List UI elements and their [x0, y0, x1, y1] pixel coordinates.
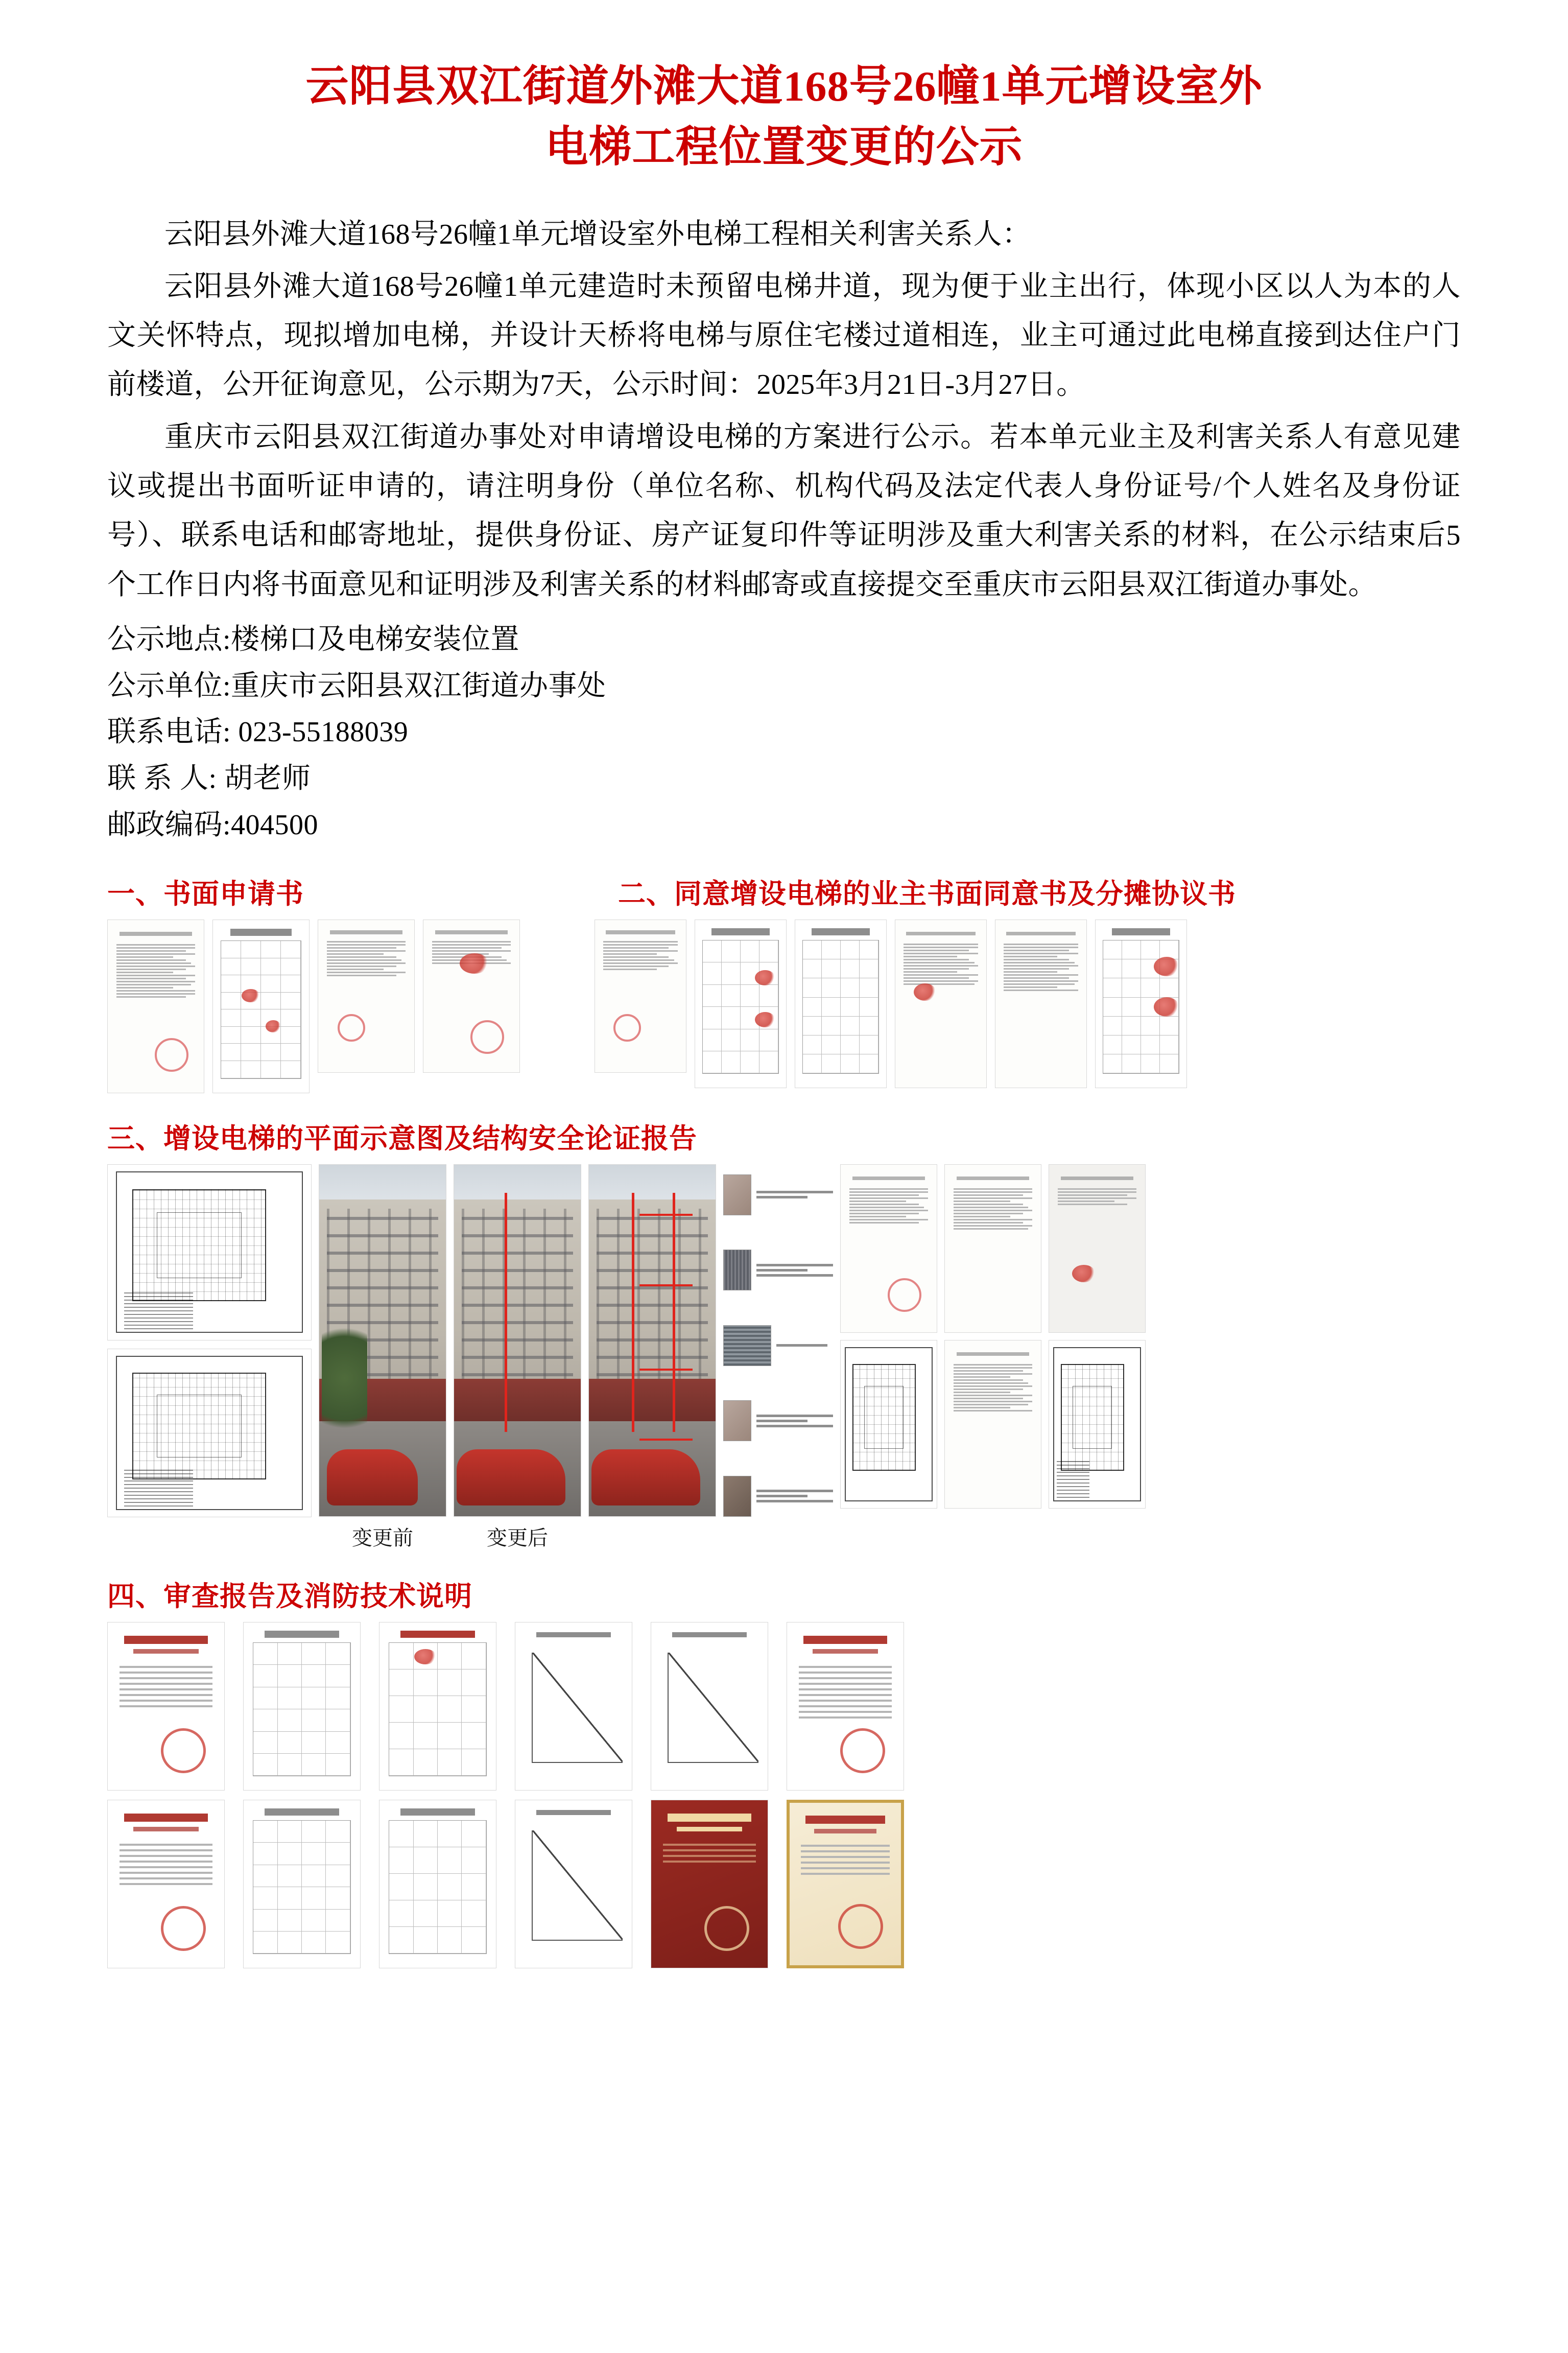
scan-title-bar	[400, 1808, 475, 1816]
notice-location: 公示地点:楼梯口及电梯安装位置	[107, 624, 520, 656]
scan-text-lines	[954, 1364, 1032, 1485]
material-swatch-item[interactable]	[723, 1476, 833, 1517]
certificate-subtitle	[133, 1649, 199, 1654]
page-title	[107, 0, 1461, 178]
material-sample-icon	[723, 1250, 751, 1290]
review-report-page-1[interactable]	[107, 1622, 225, 1791]
certificate-title	[124, 1814, 208, 1822]
review-report-page-4[interactable]	[515, 1622, 632, 1791]
red-seal-icon	[161, 1728, 206, 1773]
floor-plan-stack	[107, 1164, 312, 1517]
certificate-title	[805, 1816, 886, 1824]
scan-title-bar	[400, 1631, 475, 1638]
business-license-red[interactable]	[651, 1800, 768, 1968]
material-sample-icon	[723, 1174, 751, 1215]
structural-report-grid	[840, 1164, 1146, 1509]
owner-consent-page-3[interactable]	[795, 920, 887, 1088]
section-1-2-gallery	[107, 920, 1461, 1093]
structural-report-page-2[interactable]	[944, 1164, 1041, 1333]
caption-before: 变更前	[352, 1526, 413, 1549]
scan-text-lines	[327, 941, 406, 1051]
drawing-hatch	[132, 1373, 267, 1480]
photo-before-wrap	[319, 1164, 446, 1551]
scan-table-grid	[253, 1820, 351, 1954]
scan-header-bar	[1006, 932, 1075, 936]
scan-header-bar	[120, 932, 193, 936]
material-caption	[756, 1191, 833, 1198]
material-swatch-item[interactable]	[723, 1325, 833, 1366]
application-letter-page-2[interactable]	[212, 920, 310, 1093]
fire-safety-certificate[interactable]	[787, 1622, 904, 1791]
certificate-title	[668, 1814, 751, 1822]
annotation-leader-line	[639, 1439, 693, 1441]
scan-text-lines	[1058, 1188, 1136, 1309]
qualification-certificate-2[interactable]	[243, 1800, 361, 1968]
material-swatch-item[interactable]	[723, 1400, 833, 1441]
red-seal-icon	[155, 1038, 188, 1072]
annotation-leader-line	[639, 1369, 693, 1371]
red-ink-mark	[755, 1012, 775, 1027]
scan-title-bar	[536, 1632, 611, 1637]
scan-title-bar	[265, 1808, 339, 1816]
scan-table-grid	[702, 940, 779, 1074]
notice-body	[107, 210, 1461, 849]
material-swatch-item[interactable]	[723, 1250, 833, 1290]
notice-paragraph-2: 云阳县外滩大道168号26幢1单元建造时未预留电梯井道，现为便于业主出行，体现小区以人为本的人文关怀特点，现拟增加电梯，并设计天桥将电梯与原住宅楼过道相连，业主可通过此电梯直接到达住户门前楼道，公开征询意见，公示期为7天，公示时间：2025年3月21日-3月27日。	[107, 270, 1461, 401]
red-seal-icon	[161, 1906, 206, 1951]
material-sample-icon	[723, 1325, 771, 1366]
qualification-certificate-3[interactable]	[379, 1800, 496, 1968]
red-seal-icon	[470, 1020, 504, 1054]
annotation-leader-line	[639, 1284, 693, 1286]
certificate-subtitle	[133, 1827, 199, 1831]
chart-axes	[532, 1830, 623, 1941]
material-swatch-item[interactable]	[723, 1174, 833, 1215]
material-caption	[756, 1264, 833, 1277]
tree	[322, 1312, 367, 1432]
red-ink-mark	[914, 983, 936, 1001]
drawing-legend	[1057, 1461, 1089, 1498]
structural-report-page-1[interactable]	[840, 1164, 937, 1333]
notice-postcode: 邮政编码:404500	[107, 809, 319, 841]
application-letter-page-1[interactable]	[107, 920, 204, 1093]
red-ink-mark	[1154, 997, 1179, 1017]
notice-contact-person: 联 系 人: 胡老师	[107, 763, 311, 795]
scan-text-lines	[1004, 944, 1078, 1064]
section-heading-row-1	[107, 872, 1461, 911]
scan-title-bar	[1112, 928, 1170, 935]
parked-car	[457, 1449, 565, 1505]
application-letter-page-4[interactable]	[423, 920, 520, 1073]
site-photo-after[interactable]	[588, 1164, 716, 1517]
chart-axes	[668, 1653, 758, 1763]
scan-title-bar	[672, 1632, 747, 1637]
page-title-line-1: 云阳县双江街道外滩大道168号26幢1单元增设室外	[305, 63, 1263, 110]
annotation-leader-line	[639, 1214, 693, 1216]
review-report-page-2[interactable]	[243, 1622, 361, 1791]
material-sample-icon	[723, 1400, 751, 1441]
structural-report-page-4[interactable]	[840, 1340, 937, 1509]
section-4-gallery	[107, 1622, 1461, 1968]
drawing-legend	[124, 1291, 193, 1329]
page-title-line-2: 电梯工程位置变更的公示	[545, 124, 1023, 172]
red-seal-icon	[613, 1014, 641, 1042]
owner-consent-page-1[interactable]	[595, 920, 686, 1073]
drawing-hatch	[852, 1364, 916, 1471]
section-2-gallery	[595, 920, 1187, 1088]
owner-consent-page-5[interactable]	[995, 920, 1087, 1088]
scan-text-lines	[603, 941, 678, 1051]
notice-contact-block	[107, 617, 1461, 849]
material-caption	[756, 1490, 833, 1502]
red-seal-icon	[838, 1904, 883, 1949]
material-sample-icon	[723, 1476, 751, 1517]
emblem-icon	[704, 1906, 749, 1951]
qualification-certificate-4[interactable]	[515, 1800, 632, 1968]
red-ink-mark	[266, 1020, 281, 1032]
scan-header-bar	[957, 1176, 1030, 1181]
scan-title-bar	[711, 928, 770, 935]
elevator-position-marker	[673, 1193, 675, 1432]
floor-plan-drawing-1[interactable]	[107, 1164, 312, 1340]
red-seal-icon	[338, 1014, 365, 1042]
scan-table-grid	[389, 1820, 487, 1954]
red-seal-icon	[840, 1728, 885, 1773]
business-license-gold[interactable]	[787, 1800, 904, 1968]
caption-after: 变更后	[487, 1526, 548, 1549]
material-caption	[756, 1415, 833, 1427]
parked-car	[327, 1449, 418, 1505]
scan-title-bar	[230, 929, 292, 936]
material-swatches	[723, 1164, 833, 1517]
section-heading-2: 二、同意增设电梯的业主书面同意书及分摊协议书	[618, 878, 1236, 909]
drawing-hatch	[132, 1189, 267, 1302]
review-report-page-5[interactable]	[651, 1622, 768, 1791]
notice-unit: 公示单位:重庆市云阳县双江街道办事处	[107, 670, 606, 702]
owner-consent-page-6[interactable]	[1095, 920, 1187, 1088]
site-photo-current[interactable]	[454, 1164, 581, 1517]
red-ink-mark	[242, 989, 260, 1002]
section-4-row-2	[107, 1800, 1461, 1968]
structural-report-page-5[interactable]	[944, 1340, 1041, 1509]
notice-phone: 联系电话: 023-55188039	[107, 716, 409, 748]
drawing-legend	[124, 1470, 193, 1507]
shopfront-region	[589, 1379, 716, 1421]
shopfront-region	[454, 1379, 581, 1421]
owner-consent-page-2[interactable]	[695, 920, 787, 1088]
scan-header-bar	[957, 1352, 1030, 1356]
parked-car	[591, 1449, 700, 1505]
scan-text-lines	[904, 944, 978, 1064]
review-report-page-3[interactable]	[379, 1622, 496, 1791]
scan-table-grid	[389, 1642, 487, 1776]
notice-paragraph-3: 重庆市云阳县双江街道办事处对申请增设电梯的方案进行公示。若本单元业主及利害关系人有意见建议或提出书面听证申请的，请注明身份（单位名称、机构代码及法定代表人身份证号/个人姓名及身份证号）、联系电话和邮寄地址，提供身份证、房产证复印件等证明涉及重大利害关系的材料，在公示结束后5个工作日内将书面意见和证明涉及利害关系的材料邮寄或直接提交至重庆市云阳县双江街道办事处。	[107, 421, 1461, 601]
structural-report-page-3[interactable]	[1049, 1164, 1146, 1333]
certificate-title	[803, 1636, 887, 1644]
elevator-position-marker	[632, 1193, 634, 1432]
structural-report-page-6[interactable]	[1049, 1340, 1146, 1509]
scan-title-bar	[265, 1631, 339, 1638]
section-3-gallery	[107, 1164, 1461, 1551]
scan-header-bar	[852, 1176, 925, 1181]
red-seal-icon	[888, 1278, 921, 1312]
scan-title-bar	[812, 928, 870, 935]
photo-after-wrap	[588, 1164, 716, 1517]
certificate-subtitle	[677, 1827, 742, 1831]
section-1-gallery	[107, 920, 520, 1093]
section-heading-3: 三、增设电梯的平面示意图及结构安全论证报告	[107, 1123, 697, 1154]
elevator-position-marker	[505, 1193, 507, 1432]
material-caption	[776, 1344, 827, 1347]
red-ink-mark	[1154, 957, 1179, 976]
scan-header-bar	[1061, 1176, 1134, 1181]
qualification-certificate-1[interactable]	[107, 1800, 225, 1968]
site-photo-before[interactable]	[319, 1164, 446, 1517]
section-heading-4: 四、审查报告及消防技术说明	[107, 1581, 472, 1612]
scan-title-bar	[536, 1810, 611, 1815]
certificate-subtitle	[813, 1649, 878, 1654]
scan-text-lines	[954, 1188, 1032, 1309]
scan-table-grid	[253, 1642, 351, 1776]
owner-consent-page-4[interactable]	[895, 920, 987, 1088]
scan-header-bar	[906, 932, 975, 936]
drawing-hatch	[1061, 1364, 1124, 1471]
notice-paragraph-1: 云阳县外滩大道168号26幢1单元增设室外电梯工程相关利害关系人：	[164, 218, 1031, 250]
scan-header-bar	[330, 930, 403, 934]
red-ink-mark	[755, 970, 775, 985]
application-letter-page-3[interactable]	[318, 920, 415, 1073]
scan-table-grid	[802, 940, 879, 1074]
scan-header-bar	[435, 930, 508, 934]
certificate-title	[124, 1636, 208, 1644]
certificate-subtitle	[814, 1829, 876, 1833]
photo-current-wrap	[454, 1164, 581, 1551]
chart-axes	[532, 1653, 623, 1763]
scan-table-grid	[221, 940, 301, 1078]
section-4-row-1	[107, 1622, 1461, 1791]
section-heading-1: 一、书面申请书	[107, 878, 304, 909]
floor-plan-drawing-2[interactable]	[107, 1349, 312, 1517]
scan-header-bar	[606, 930, 675, 934]
